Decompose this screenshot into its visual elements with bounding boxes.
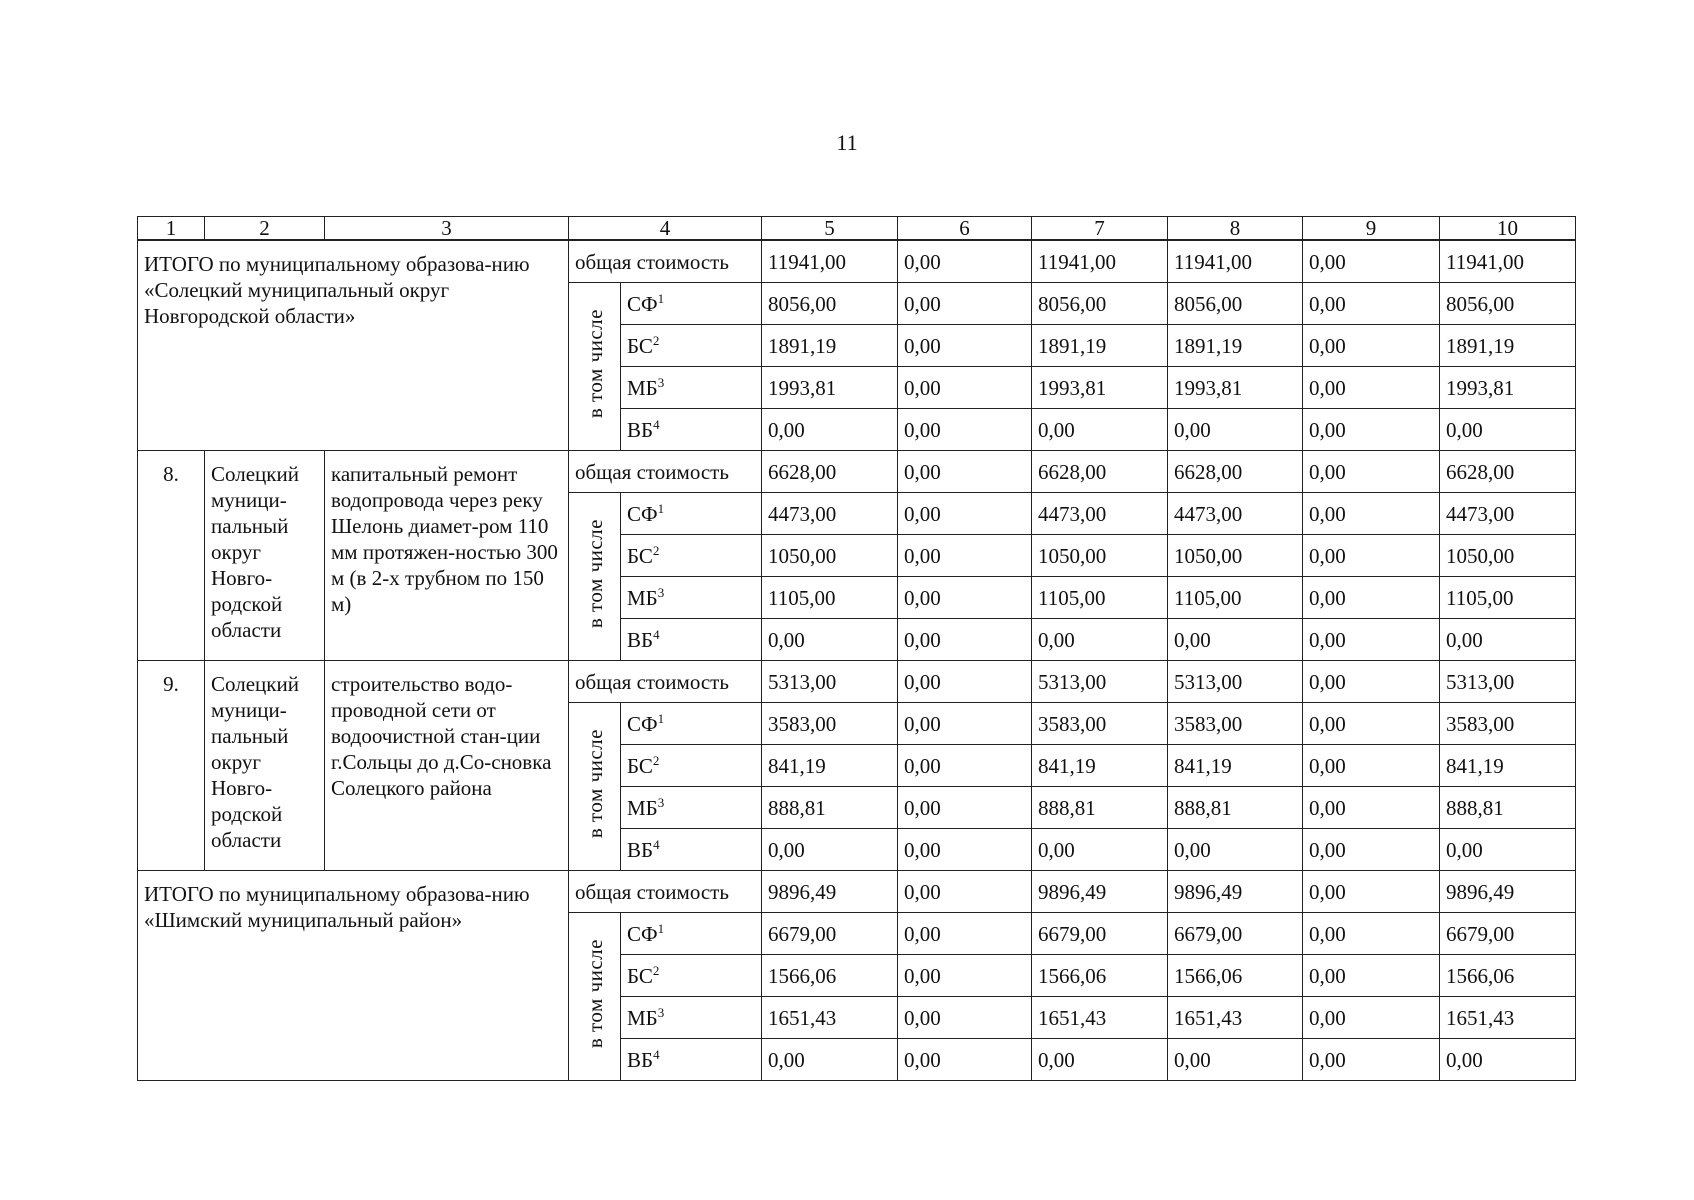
value-cell: 0,00 [1303,829,1440,871]
budget-table [137,216,1576,1081]
value-cell: 1651,43 [1032,997,1168,1039]
value-cell: 0,00 [1303,577,1440,619]
value-cell: 0,00 [1168,619,1303,661]
value-cell: 6628,00 [1440,451,1576,493]
value-cell: 0,00 [898,325,1032,367]
value-cell: 1050,00 [1440,535,1576,577]
value-cell: 888,81 [1440,787,1576,829]
in-number-label [569,913,621,1081]
value-cell: 6679,00 [1032,913,1168,955]
funding-source-label [621,325,762,367]
value-cell: 6679,00 [762,913,898,955]
footnote-mark: 3 [657,1004,665,1020]
header-row [138,217,1576,241]
value-cell: 11941,00 [1440,240,1576,283]
value-cell: 0,00 [898,240,1032,283]
funding-source-code: БС [627,753,653,778]
value-cell: 0,00 [762,619,898,661]
value-cell: 4473,00 [762,493,898,535]
funding-source-code: БС [627,543,653,568]
funding-source-label [621,283,762,325]
total-cost-label: общая стоимость [569,661,762,703]
in-number-label [569,703,621,871]
value-cell: 0,00 [898,787,1032,829]
value-cell: 1651,43 [1440,997,1576,1039]
value-cell: 0,00 [1168,1039,1303,1081]
header-cell: 8 [1168,217,1303,241]
funding-source-label [621,577,762,619]
in-number-label [569,283,621,451]
total-title: ИТОГО по муниципальному образова-нию «Шимский муниципальный район» [138,871,569,1081]
funding-source-label [621,787,762,829]
value-cell: 0,00 [1168,829,1303,871]
value-cell: 0,00 [1168,409,1303,451]
value-cell: 5313,00 [1168,661,1303,703]
funding-source-label [621,367,762,409]
value-cell: 0,00 [898,661,1032,703]
value-cell: 0,00 [1303,997,1440,1039]
value-cell: 8056,00 [1168,283,1303,325]
value-cell: 841,19 [762,745,898,787]
funding-source-code: ВБ [627,417,654,442]
value-cell: 4473,00 [1440,493,1576,535]
value-cell: 841,19 [1168,745,1303,787]
header-cell: 1 [138,217,205,241]
funding-source-code: МБ [627,1005,658,1030]
value-cell: 0,00 [1303,619,1440,661]
funding-source-code: СФ [627,501,658,526]
value-cell: 0,00 [898,535,1032,577]
value-cell: 1993,81 [1032,367,1168,409]
table-row [138,451,1576,493]
value-cell: 0,00 [898,577,1032,619]
value-cell: 0,00 [1303,451,1440,493]
value-cell: 9896,49 [1032,871,1168,913]
funding-source-code: МБ [627,795,658,820]
value-cell: 1651,43 [762,997,898,1039]
value-cell: 11941,00 [762,240,898,283]
value-cell: 888,81 [762,787,898,829]
value-cell: 1050,00 [1168,535,1303,577]
table-row [138,871,1576,913]
in-number-label [569,493,621,661]
value-cell: 6679,00 [1440,913,1576,955]
value-cell: 0,00 [1303,955,1440,997]
value-cell: 0,00 [1303,871,1440,913]
value-cell: 8056,00 [1440,283,1576,325]
footnote-mark: 2 [652,962,660,978]
value-cell: 0,00 [898,619,1032,661]
value-cell: 0,00 [898,409,1032,451]
table-row [138,661,1576,703]
value-cell: 0,00 [1303,661,1440,703]
value-cell: 6628,00 [1168,451,1303,493]
header-cell: 7 [1032,217,1168,241]
value-cell: 3583,00 [1032,703,1168,745]
footnote-mark: 1 [657,920,665,936]
value-cell: 9896,49 [1440,871,1576,913]
value-cell: 0,00 [898,871,1032,913]
value-cell: 1566,06 [762,955,898,997]
value-cell: 0,00 [898,955,1032,997]
value-cell: 1566,06 [1032,955,1168,997]
funding-source-label [621,745,762,787]
in-number-text: в том числе [582,308,607,419]
value-cell: 0,00 [1303,409,1440,451]
funding-source-code: БС [627,333,653,358]
value-cell: 1651,43 [1168,997,1303,1039]
value-cell: 0,00 [1303,367,1440,409]
value-cell: 0,00 [898,829,1032,871]
value-cell: 0,00 [1440,409,1576,451]
value-cell: 6679,00 [1168,913,1303,955]
value-cell: 3583,00 [1440,703,1576,745]
value-cell: 3583,00 [762,703,898,745]
value-cell: 1105,00 [1032,577,1168,619]
header-cell: 6 [898,217,1032,241]
value-cell: 1891,19 [1168,325,1303,367]
total-cost-label: общая стоимость [569,451,762,493]
value-cell: 888,81 [1168,787,1303,829]
value-cell: 0,00 [1303,745,1440,787]
value-cell: 0,00 [1032,619,1168,661]
value-cell: 1105,00 [1168,577,1303,619]
footnote-mark: 2 [652,332,660,348]
value-cell: 9896,49 [762,871,898,913]
in-number-text: в том числе [582,518,607,629]
value-cell: 11941,00 [1168,240,1303,283]
funding-source-label [621,703,762,745]
value-cell: 6628,00 [1032,451,1168,493]
footnote-mark: 3 [657,584,665,600]
footnote-mark: 4 [653,626,660,642]
header-cell: 4 [569,217,762,241]
header-cell: 9 [1303,217,1440,241]
funding-source-code: МБ [627,585,658,610]
value-cell: 5313,00 [762,661,898,703]
funding-source-code: ВБ [627,1047,654,1072]
funding-source-code: СФ [627,291,658,316]
funding-source-label [621,829,762,871]
funding-source-label [621,619,762,661]
value-cell: 1105,00 [762,577,898,619]
footnote-mark: 2 [652,542,660,558]
value-cell: 1891,19 [1032,325,1168,367]
value-cell: 1566,06 [1440,955,1576,997]
total-cost-label: общая стоимость [569,240,762,283]
value-cell: 1993,81 [1440,367,1576,409]
value-cell: 0,00 [1303,283,1440,325]
funding-source-code: СФ [627,711,658,736]
header-cell: 3 [325,217,569,241]
value-cell: 0,00 [1032,1039,1168,1081]
value-cell: 0,00 [1440,829,1576,871]
item-owner: Солецкий муници-пальный округ Новго-родской области [205,661,325,871]
value-cell: 0,00 [898,283,1032,325]
header-cell: 10 [1440,217,1576,241]
total-cost-label: общая стоимость [569,871,762,913]
value-cell: 0,00 [1303,325,1440,367]
item-number: 9. [138,661,205,871]
funding-source-label [621,913,762,955]
item-description: капитальный ремонт водопровода через реку Шелонь диамет-ром 110 мм протяжен-ностью 300 м (в 2-х трубном по 150 м) [325,451,569,661]
footnote-mark: 3 [657,794,665,810]
value-cell: 0,00 [1440,1039,1576,1081]
value-cell: 0,00 [1303,535,1440,577]
value-cell: 0,00 [898,745,1032,787]
funding-source-code: МБ [627,375,658,400]
value-cell: 3583,00 [1168,703,1303,745]
value-cell: 1105,00 [1440,577,1576,619]
value-cell: 0,00 [898,997,1032,1039]
funding-source-code: БС [627,963,653,988]
funding-source-label [621,955,762,997]
value-cell: 5313,00 [1440,661,1576,703]
footnote-mark: 2 [652,752,660,768]
value-cell: 9896,49 [1168,871,1303,913]
funding-source-label [621,535,762,577]
value-cell: 0,00 [762,1039,898,1081]
footnote-mark: 1 [657,710,665,726]
value-cell: 1566,06 [1168,955,1303,997]
value-cell: 11941,00 [1032,240,1168,283]
funding-source-label [621,409,762,451]
value-cell: 4473,00 [1168,493,1303,535]
footnote-mark: 1 [657,290,665,306]
value-cell: 0,00 [1303,493,1440,535]
value-cell: 0,00 [898,367,1032,409]
funding-source-code: ВБ [627,627,654,652]
value-cell: 1993,81 [762,367,898,409]
funding-source-code: СФ [627,921,658,946]
value-cell: 0,00 [898,493,1032,535]
in-number-text: в том числе [582,938,607,1049]
value-cell: 1891,19 [762,325,898,367]
value-cell: 4473,00 [1032,493,1168,535]
value-cell: 0,00 [1303,240,1440,283]
value-cell: 0,00 [1440,619,1576,661]
value-cell: 0,00 [898,1039,1032,1081]
total-title: ИТОГО по муниципальному образова-нию «Солецкий муниципальный округ Новгородской области» [138,240,569,451]
value-cell: 1050,00 [1032,535,1168,577]
value-cell: 0,00 [898,451,1032,493]
footnote-mark: 3 [657,374,665,390]
in-number-text: в том числе [582,728,607,839]
funding-source-label [621,1039,762,1081]
item-owner: Солецкий муници-пальный округ Новго-родской области [205,451,325,661]
value-cell: 0,00 [762,829,898,871]
header-cell: 5 [762,217,898,241]
value-cell: 0,00 [1032,829,1168,871]
value-cell: 1050,00 [762,535,898,577]
footnote-mark: 4 [653,416,660,432]
value-cell: 0,00 [1303,913,1440,955]
value-cell: 0,00 [762,409,898,451]
item-number: 8. [138,451,205,661]
value-cell: 0,00 [1303,1039,1440,1081]
value-cell: 841,19 [1440,745,1576,787]
footnote-mark: 4 [653,1046,660,1062]
footnote-mark: 4 [653,836,660,852]
funding-source-code: ВБ [627,837,654,862]
value-cell: 8056,00 [762,283,898,325]
value-cell: 1891,19 [1440,325,1576,367]
value-cell: 5313,00 [1032,661,1168,703]
funding-source-label [621,493,762,535]
value-cell: 8056,00 [1032,283,1168,325]
value-cell: 0,00 [1303,787,1440,829]
value-cell: 841,19 [1032,745,1168,787]
page-number: 11 [836,130,858,155]
footnote-mark: 1 [657,500,665,516]
table-row [138,240,1576,283]
value-cell: 0,00 [1032,409,1168,451]
value-cell: 1993,81 [1168,367,1303,409]
value-cell: 0,00 [898,913,1032,955]
value-cell: 0,00 [898,703,1032,745]
value-cell: 888,81 [1032,787,1168,829]
item-description: строительство водо-проводной сети от водоочистной стан-ции г.Сольцы до д.Со-сновка Солецкого района [325,661,569,871]
value-cell: 6628,00 [762,451,898,493]
header-cell: 2 [205,217,325,241]
funding-source-label [621,997,762,1039]
value-cell: 0,00 [1303,703,1440,745]
